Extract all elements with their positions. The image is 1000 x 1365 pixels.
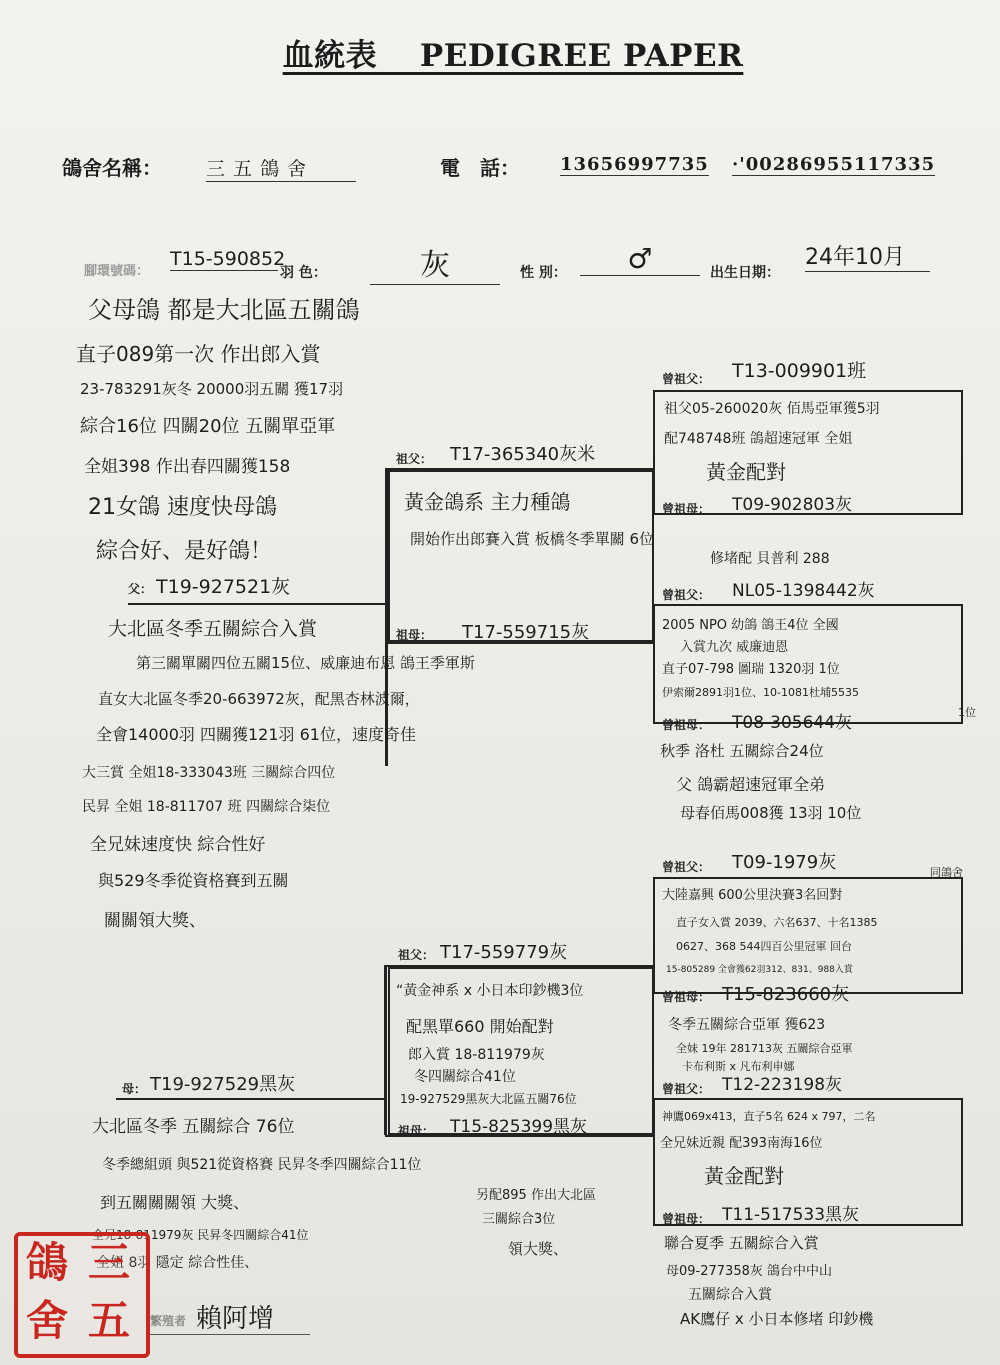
color-label: 羽 色： — [280, 265, 327, 281]
dss-note: 直子女入賞 2039、六名637、十名1385 — [676, 916, 878, 929]
sex-label: 性 別： — [520, 265, 567, 281]
sss-note: 祖父05-260020灰 佰馬亞軍獲5羽 — [664, 401, 880, 417]
sire-note: 大三賞 全姐18-333043班 三關綜合四位 — [82, 765, 336, 781]
loft-label: 鴿舍名稱： — [62, 156, 162, 180]
grandmother-label: 祖母： — [396, 628, 433, 642]
grandfather-label: 祖父： — [396, 452, 433, 466]
sdd-note: 父 鴿霸超速冠軍全弟 — [676, 775, 826, 794]
ddd-note: 母09-277358灰 鴿台中中山 — [666, 1264, 832, 1279]
breeder-label: 繁殖者 — [150, 1314, 187, 1328]
sire-ring: T19-927521灰 — [156, 576, 291, 598]
sire-note: 全會14000羽 四關獲121羽 61位，速度奇佳 — [96, 725, 416, 744]
sire-note: 全兄妹速度快 綜合性好 — [90, 835, 266, 855]
subject-note: 直子089第一次 作出郎入賞 — [76, 342, 321, 366]
great-grandfather-label: 曾祖父： — [662, 860, 711, 874]
great-grandfather-label: 曾祖父： — [662, 588, 711, 602]
ddd-note: 五關綜合入賞 — [688, 1287, 772, 1303]
dam-note: 全兄18-811979灰 民昇冬四關綜合41位 — [92, 1228, 309, 1242]
sss-note: 配748748班 鴿超速冠軍 全姐 — [664, 431, 853, 447]
ring-label: 腳環號碼： — [84, 264, 150, 279]
dam-note: 到五關關關領 大獎、 — [100, 1193, 250, 1212]
grandfather-label: 祖父： — [398, 948, 435, 962]
sds-note: 直子07-798 圖瑞 1320羽 1位 — [662, 662, 840, 677]
sdd-note: 秋季 洛杜 五關綜合24位 — [660, 742, 824, 760]
sire-note: 與529冬季從資格賽到五關 — [98, 871, 289, 890]
subject-sex: ♂ — [580, 242, 700, 276]
tree-line — [384, 965, 387, 1135]
breeder-signature: 賴阿增 — [196, 1304, 275, 1334]
ssd-ring: T09-902803灰 — [732, 495, 853, 515]
subject-note: 全姐398 作出春四關獲158 — [84, 457, 291, 477]
dd-note: 三關綜合3位 — [482, 1212, 556, 1227]
subject-color: 灰 — [370, 240, 500, 285]
seal-char: 三 — [88, 1238, 131, 1287]
dss-side-note: 同鴿舍 — [930, 866, 963, 879]
tree-line — [128, 603, 386, 605]
ds-note: 郎入賞 18-811979灰 — [408, 1047, 545, 1063]
dsd-note: 卡布利斯 x 凡布利申娜 — [682, 1060, 795, 1073]
grandmother-label: 祖母： — [398, 1124, 435, 1138]
dam-note: 大北區冬季 五關綜合 76位 — [92, 1117, 295, 1137]
sdd-ring: T08-305644灰 — [732, 713, 853, 733]
dam-note: 冬季總組頭 與521從資格賽 民昇冬季四關綜合11位 — [102, 1157, 422, 1173]
ss-note: 修堵配 貝普利 288 — [710, 551, 830, 567]
sd-ring: T17-559715灰 — [462, 622, 590, 643]
ss-ring: T17-365340灰米 — [450, 444, 596, 465]
dd-ring: T15-825399黑灰 — [450, 1117, 588, 1137]
loft-name: 三 五 鴿 舍 — [206, 154, 356, 182]
ds-note: 配黑單660 開始配對 — [406, 1017, 554, 1036]
sire-label: 父： — [128, 582, 153, 596]
subject-birth: 24年10月 — [805, 240, 930, 272]
red-seal-stamp — [14, 1232, 150, 1358]
sss-note: 黃金配對 — [706, 460, 786, 484]
seal-char: 五 — [88, 1296, 131, 1345]
sds-note: 入賞九次 威廉迪恩 — [680, 640, 789, 655]
great-grandfather-label: 曾祖父： — [662, 372, 711, 386]
dsd-note: 全妹 19年 281713灰 五關綜合亞軍 — [676, 1042, 853, 1055]
sss-ring: T13-009901班 — [732, 360, 867, 382]
great-grandmother-label: 曾祖母： — [662, 1212, 711, 1226]
dam-note: 全姐 8羽 隱定 綜合性佳、 — [96, 1255, 259, 1271]
dss-note: 15-805289 全會獲62羽312、831、988入賞 — [666, 965, 853, 975]
dsd-ring: T15-823660灰 — [722, 984, 850, 1005]
dam-ring: T19-927529黑灰 — [150, 1074, 296, 1095]
dd-note: 另配895 作出大北區 — [476, 1188, 596, 1203]
dds-note: 黃金配對 — [704, 1164, 784, 1188]
ds-note: “黃金神系 x 小日本印鈔機3位 — [396, 983, 584, 999]
subject-note: 綜合好、是好鴿！ — [96, 539, 273, 564]
subject-note: 綜合16位 四關20位 五關單亞軍 — [80, 416, 336, 437]
dss-note: 0627、368 544四百公里冠軍 回台 — [676, 940, 852, 953]
sire-note: 關關領大獎、 — [104, 911, 206, 931]
great-grandfather-label: 曾祖父： — [662, 1082, 711, 1096]
phone-number-2: ·'00286955117335 — [732, 154, 936, 175]
dss-note: 大陸嘉興 600公里決賽3名回對 — [662, 888, 843, 903]
great-grandmother-label: 曾祖母： — [662, 990, 711, 1004]
sire-note: 大北區冬季五關綜合入賞 — [108, 618, 318, 640]
ddd-ring: T11-517533黑灰 — [722, 1205, 860, 1225]
ds-ring: T17-559779灰 — [440, 942, 568, 963]
dds-ring: T12-223198灰 — [722, 1075, 843, 1095]
ds-note: 冬四關綜合41位 — [414, 1069, 516, 1085]
great-grandmother-label: 曾祖母： — [662, 718, 711, 732]
ds-note: 19-927529黑灰大北區五關76位 — [400, 1092, 577, 1106]
subject-note: 父母鴿 都是大北區五關鴿 — [88, 296, 360, 324]
signature-line — [150, 1334, 310, 1335]
subject-note: 21女鴿 速度快母鴿 — [88, 495, 277, 520]
sds-note: 1位 — [958, 706, 976, 719]
birth-label: 出生日期： — [710, 265, 780, 281]
sds-note: 2005 NPO 幼鴿 鴿王4位 全國 — [662, 618, 839, 633]
ddd-note: 聯合夏季 五關綜合入賞 — [664, 1234, 819, 1252]
dds-note: 全兄妹近親 配393南海16位 — [660, 1136, 823, 1151]
phone-label: 電 話： — [440, 156, 520, 180]
ss-note: 開始作出郎賽入賞 板橋冬季單關 6位 — [410, 530, 655, 548]
sds-note: 伊索爾2891羽1位、10-1081杜埔5535 — [662, 686, 859, 699]
dds-note: 神鷹069x413，直子5名 624 x 797，二名 — [662, 1110, 876, 1123]
sire-note: 直女大北區冬季20-663972灰，配黑杏林波爾， — [98, 690, 420, 708]
seal-char: 鴿 — [26, 1238, 69, 1287]
phone-number-1: 13656997735 — [560, 154, 709, 175]
great-grandmother-label: 曾祖母： — [662, 502, 711, 516]
sdd-note: 母春佰馬008獲 13羽 10位 — [680, 804, 862, 822]
dd-note: 領大獎、 — [508, 1240, 569, 1258]
ddd-note: AK鷹仔 x 小日本修堵 印鈔機 — [680, 1310, 874, 1328]
seal-char: 舍 — [26, 1296, 69, 1345]
sds-ring: NL05-1398442灰 — [732, 581, 875, 601]
sire-note: 民昇 全姐 18-811707 班 四關綜合柒位 — [82, 799, 331, 815]
subject-ring: T15-590852 — [170, 248, 286, 270]
ss-note: 黃金鴿系 主力種鴿 — [404, 490, 571, 514]
dsd-note: 冬季五關綜合亞軍 獲623 — [668, 1017, 826, 1033]
tree-line — [116, 1098, 386, 1100]
dam-label: 母： — [122, 1082, 147, 1096]
page-title: 血統表 PEDIGREE PAPER — [282, 38, 744, 74]
sire-note: 第三關單關四位五關15位、威廉迪布恩 鴿王季軍斯 — [136, 654, 475, 672]
subject-note: 23-783291灰冬 20000羽五關 獲17羽 — [80, 380, 344, 398]
dss-ring: T09-1979灰 — [732, 852, 837, 873]
